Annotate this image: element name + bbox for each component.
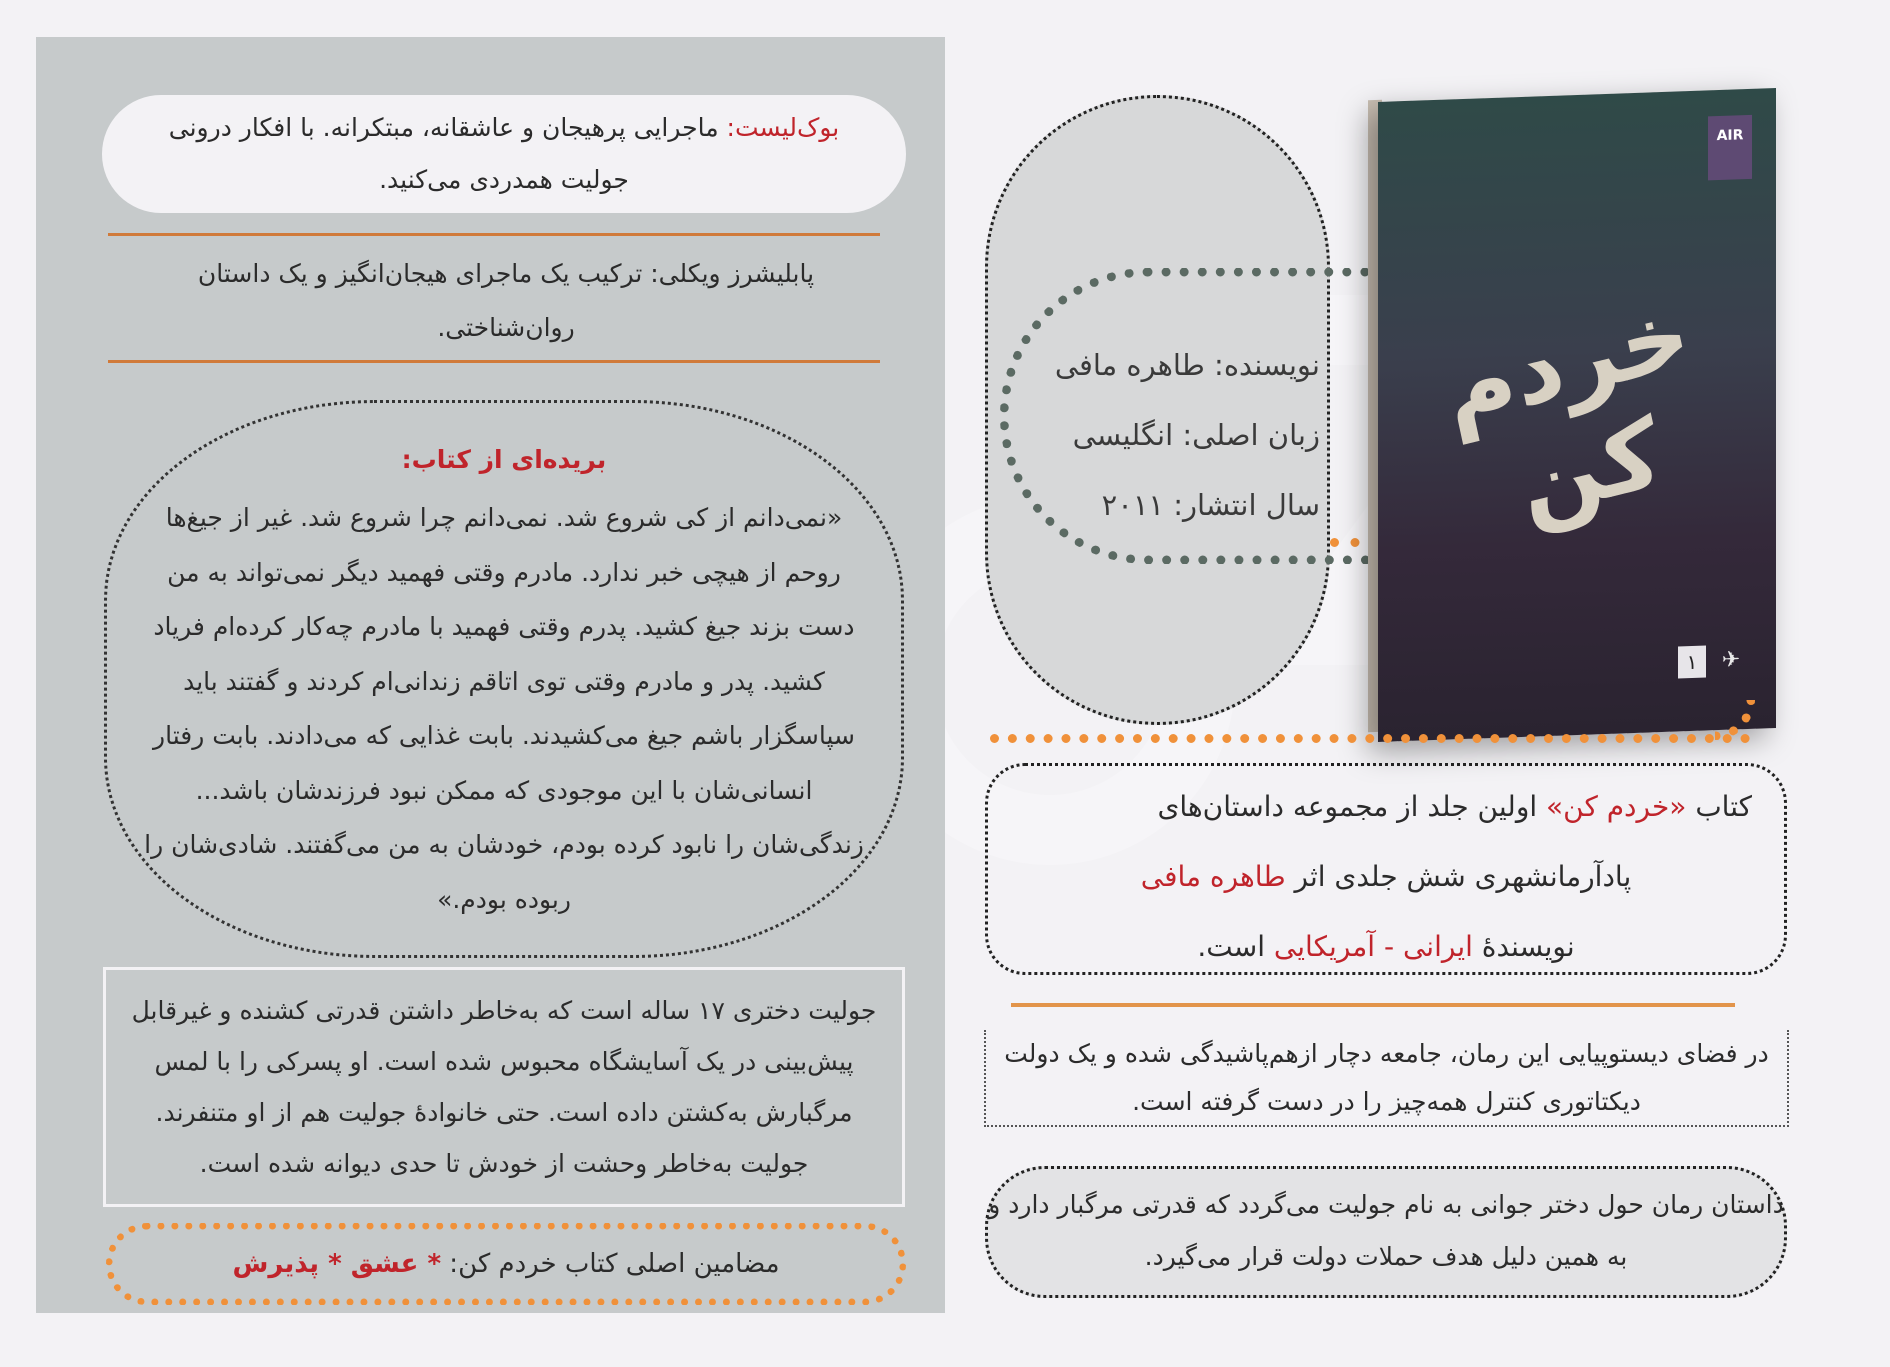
description-line-1: [1020, 772, 1752, 842]
book-cover-image: [1378, 88, 1776, 742]
excerpt-body: «نمی‌دانم از کی شروع شد. نمی‌دانم چرا شروع شد. غیر از جیغ‌ها روحم از هیچی خبر ندارد. مادرم وقتی فهمید دیگر نمی‌تواند به من دست بزند جیغ کشید. پدرم وقتی فهمید با مادرم چه‌کار کرده‌ام فریاد کشید. پدر و مادرم وقتی توی اتاقم زندانی‌ام کردند و گفتند باید سپاسگزار باشم جیغ می‌کشیدند. بابت غذایی که می‌دادند. بابت رفتار انسانی‌شان با این موجودی که ممکن نبود فرزندشان باشد... زندگی‌شان را نابود کرده بودم، خودشان به من می‌گفتند. شادی‌شان را ربوده بودم.»: [144, 503, 864, 914]
themes-label: مضامین اصلی کتاب خردم کن:: [441, 1249, 780, 1279]
book-description: [985, 763, 1787, 975]
excerpt-title: بریده‌ای از کتاب:: [401, 445, 607, 474]
text: است.: [1197, 930, 1274, 963]
booklist-review: [102, 95, 906, 213]
main-themes: [106, 1223, 906, 1305]
year-line: سال انتشار: ۲۰۱۱: [1101, 488, 1320, 522]
book-title-highlight: «خردم کن»: [1546, 790, 1687, 823]
nationality-highlight: ایرانی - آمریکایی: [1273, 930, 1473, 963]
divider: [108, 233, 880, 236]
book-info: [1010, 330, 1320, 540]
divider: [108, 360, 880, 363]
plot-text: داستان رمان حول دختر جوانی به نام جولیت می‌گردد که قدرتی مرگبار دارد و به همین دلیل هدف حملات دولت قرار می‌گیرد.: [985, 1166, 1787, 1298]
description-line-3: [1020, 912, 1752, 982]
themes-items: * عشق * پذیرش: [232, 1249, 442, 1279]
text: اولین جلد از مجموعه داستان‌های: [1157, 790, 1547, 823]
author-line: نویسنده: طاهره مافی: [1054, 348, 1320, 382]
text: کتاب: [1686, 790, 1752, 823]
language-line: زبان اصلی: انگلیسی: [1072, 418, 1320, 452]
booklist-text: ماجرایی پرهیجان و عاشقانه، مبتکرانه. با افکار درونی جولیت همدردی می‌کنید.: [168, 113, 727, 194]
cover-title: خردم کن: [1433, 277, 1700, 540]
publisher-badge: AIR: [1708, 115, 1752, 181]
book-excerpt: [104, 400, 904, 958]
author-highlight: طاهره مافی: [1140, 860, 1286, 893]
description-line-2: [1020, 842, 1752, 912]
plot-summary: جولیت دختری ۱۷ ساله است که به‌خاطر داشتن قدرتی کشنده و غیرقابل پیش‌بینی در یک آسایشگاه محبوس شده است. او پسرکی را با لمس مرگبارش به‌کشتن داده است. حتی خانوادهٔ جولیت هم از او متنفرند. جولیت به‌خاطر وحشت از خودش تا حدی دیوانه شده است.: [103, 967, 905, 1207]
publisher-logo-icon: ✈: [1721, 647, 1741, 673]
text: نویسندهٔ: [1472, 930, 1575, 963]
booklist-source: بوک‌لیست:: [726, 113, 840, 142]
text: پادآرمانشهری شش جلدی اثر: [1285, 860, 1632, 893]
dystopia-text: در فضای دیستوپیایی این رمان، جامعه دچار ازهم‌پاشیدگی شده و یک دولت دیکتاتوری کنترل همه‌چیز را در دست گرفته است.: [984, 1030, 1789, 1127]
publishers-weekly-review: پابلیشرز ویکلی: ترکیب یک ماجرای هیجان‌انگیز و یک داستان روان‌شناختی.: [197, 259, 815, 342]
orange-dots-decoration: [990, 734, 1750, 743]
divider: [1011, 1003, 1735, 1007]
reviews-panel: [36, 37, 945, 1313]
volume-number: ۱: [1678, 645, 1706, 678]
